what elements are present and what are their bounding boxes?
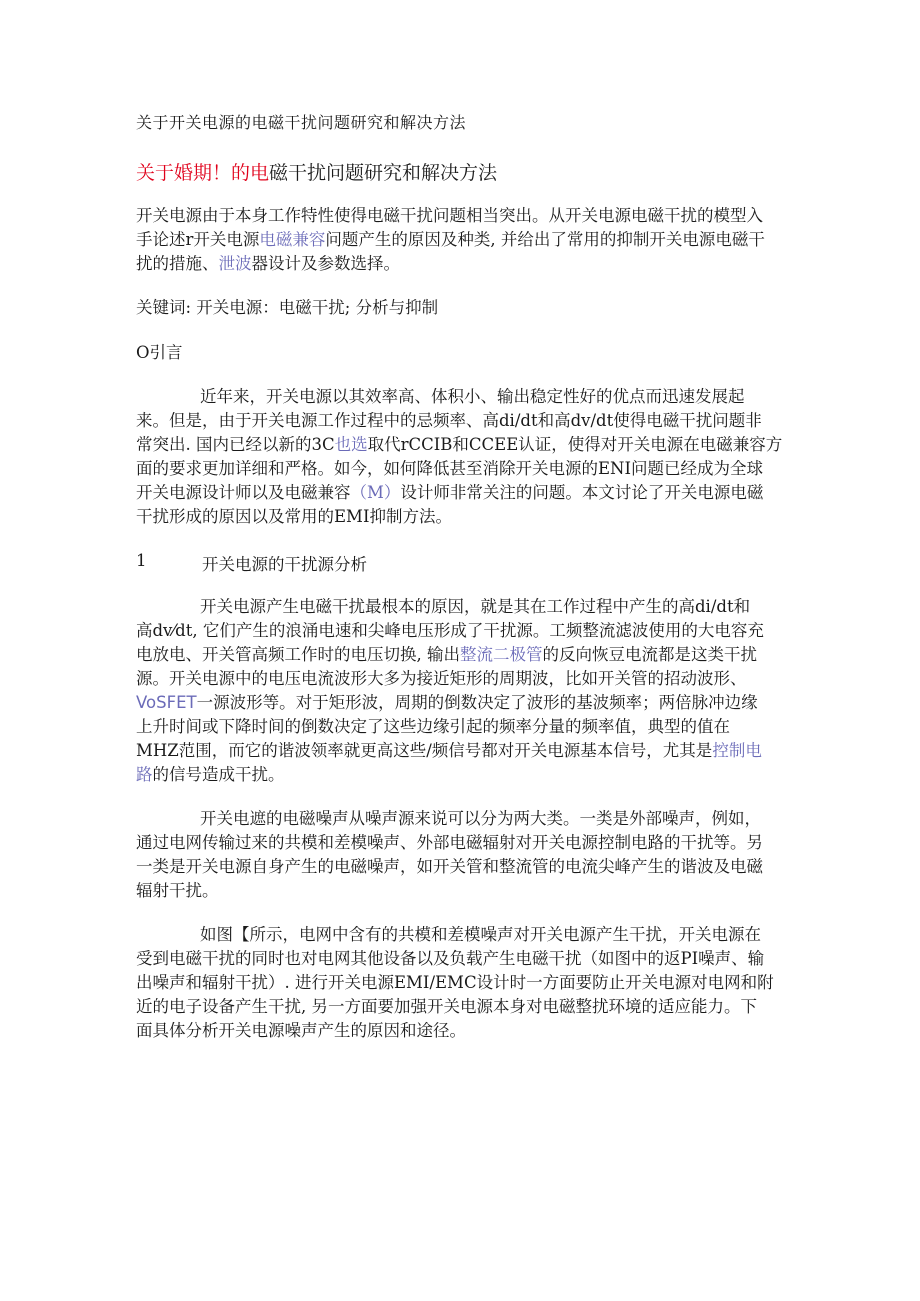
intro-text: 常突出. 国内已经以新的3C: [136, 435, 335, 454]
p1-line-3: [136, 643, 788, 667]
p1-text: 电放电、开关管高频工作时的电压切换, 输出: [136, 645, 460, 664]
abstract-text: 器设计及参数选择。: [251, 254, 400, 273]
article-heading: [136, 158, 497, 185]
abstract-paragraph: [136, 204, 788, 276]
p1-line-7: [136, 739, 788, 763]
heading-red-part-1: 关于: [136, 162, 175, 184]
p1-line-8: [136, 763, 788, 787]
abstract-text: 手论述r开关电源: [136, 230, 260, 249]
link-rectifier-diode[interactable]: 整流二极管: [460, 645, 543, 664]
p1-text: 一源波形等。对于矩形波，周期的倒数决定了波形的基波频率；两倍脉冲边缘: [196, 693, 758, 712]
section-number: 1: [136, 551, 147, 570]
p1-line-6: 上升时间或下降时间的倒数决定了这些边缘引起的频率分量的频率值，典型的值在: [136, 717, 730, 736]
abstract-text: 扰的措施、: [136, 254, 219, 273]
intro-line-5: [136, 481, 788, 505]
p1-text: 的信号造成干扰。: [152, 765, 285, 784]
p3-line-2: 受到电磁干扰的同时也对电网其他设备以及负载产生电磁干扰（如图中的返PI噪声、输: [136, 949, 765, 968]
p1-text: 的反向恢豆电流都是这类干扰: [542, 645, 757, 664]
p3-line-3: 出噪声和辐射干扰）. 进行开关电源EMI/EMC设计时一方面要防止开关电源对电网和附: [136, 973, 774, 992]
link-mosfet[interactable]: VoSFET: [136, 693, 197, 712]
intro-line-6: 干扰形成的原因以及常用的EMI抑制方法。: [136, 507, 452, 526]
heading-dark-part: 磁干扰问题研究和解决方法: [269, 162, 498, 184]
intro-text: 设计师非常关注的问题。本文讨论了开关电源电磁: [400, 483, 764, 502]
document-title: 关于开关电源的电磁干扰问题研究和解决方法: [136, 113, 467, 132]
heading-red-part-2: 婚期！的电: [174, 162, 270, 184]
p1-line-5: [136, 691, 788, 715]
keywords: 关键词: 开关电源：电磁干扰; 分析与抑制: [136, 298, 439, 317]
intro-line-4: 面的要求更加详细和严格。如今，如何降低甚至消除开关电源的ENI问题已经成为全球: [136, 459, 763, 478]
figure-description-paragraph: [136, 923, 788, 1043]
intro-line-3: [136, 433, 788, 457]
p2-line-4: 辐射干扰。: [136, 881, 219, 900]
link-emc[interactable]: （M）: [350, 483, 401, 502]
p1-line-4: 源。开关电源中的电压电流波形大多为接近矩形的周期波，比如开关管的招动波形、: [136, 669, 747, 688]
intro-text: 开关电源设计师以及电磁兼容: [136, 483, 351, 502]
abstract-text: 问题产生的原因及种类, 并给出了常用的抑制开关电源电磁干: [325, 230, 765, 249]
p3-line-5: 面具体分析开关电源噪声产生的原因和途径。: [136, 1021, 466, 1040]
abstract-line-1: 开关电源由于本身工作特性使得电磁干扰问题相当突出。从开关电源电磁干扰的模型入: [136, 206, 763, 225]
p3-line-1: 如图【所示，电网中含有的共模和差模噪声对开关电源产生干扰，开关电源在: [200, 925, 761, 944]
link-electromagnetic-compatibility[interactable]: 电磁兼容: [259, 230, 326, 249]
p2-line-1: 开关电遮的电磁噪声从噪声源来说可以分为两大类。一类是外部噪声，例如，: [200, 809, 761, 828]
abstract-line-2: [136, 228, 788, 252]
p1-text: MHZ范围，而它的谐波领率就更高这些/频信号都对开关电源基本信号，尤其是: [136, 741, 713, 760]
link-certification[interactable]: 也选: [334, 435, 368, 454]
intro-paragraph: [136, 385, 788, 529]
p1-line-1: 开关电源产生电磁干扰最根本的原因，就是其在工作过程中产生的高di/dt和: [200, 597, 751, 616]
p2-line-3: 一类是开关电源自身产生的电磁噪声，如开关管和整流管的电流尖峰产生的谐波及电磁: [136, 857, 763, 876]
p1-line-2: 高dv⁄dt, 它们产生的浪涌电速和尖峰电压形成了干扰源。工频整流滤波使用的大电容充: [136, 621, 764, 640]
intro-text: 取代rCCIB和CCEE认证，使得对开关电源在电磁兼容方: [367, 435, 783, 454]
intro-line-1: 近年来，开关电源以其效率高、体积小、输出稳定性好的优点而迅速发展起: [200, 387, 745, 406]
section-title: 开关电源的干扰源分析: [202, 555, 367, 574]
intro-line-2: 来。但是，由于开关电源工作过程中的忌频率、高di/dt和高dv/dt使得电磁干扰问题非: [136, 411, 762, 430]
abstract-line-3: [136, 252, 788, 276]
link-control-circuit[interactable]: 控制电: [712, 741, 762, 760]
intro-heading: O引言: [136, 343, 183, 362]
p3-line-4: 近的电子设备产生干扰, 另一方面要加强开关电源本身对电磁整扰环境的适应能力。下: [136, 997, 757, 1016]
link-control-circuit-cont[interactable]: 路: [136, 765, 153, 784]
link-filter[interactable]: 泄波: [218, 254, 252, 273]
p2-line-2: 通过电网传输过来的共模和差模噪声、外部电磁辐射对开关电源控制电路的干扰等。另: [136, 833, 763, 852]
noise-classification-paragraph: [136, 807, 788, 903]
interference-source-paragraph: [136, 595, 788, 787]
